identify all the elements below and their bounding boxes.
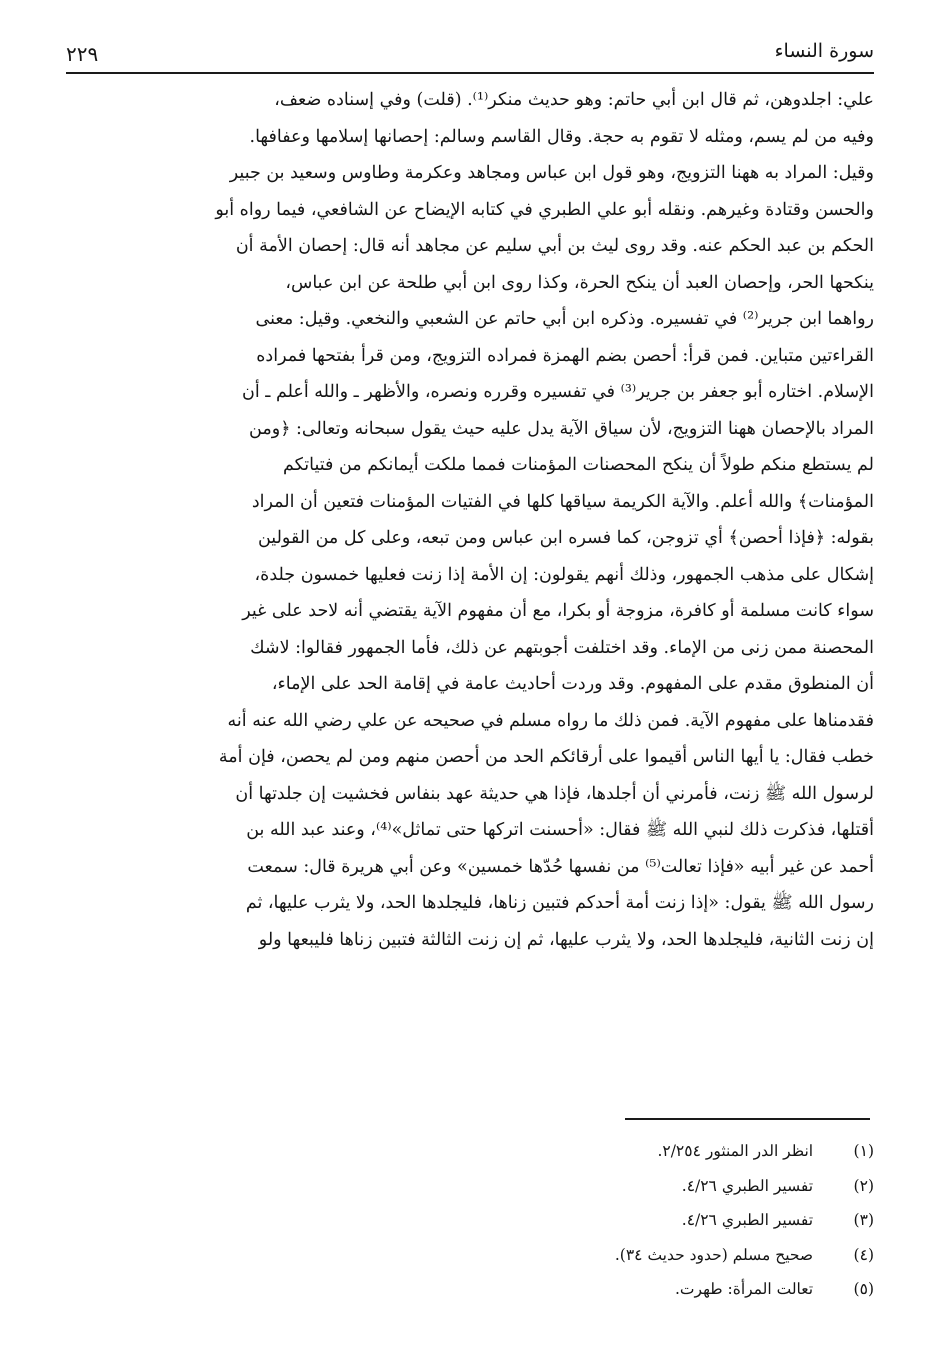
footnote-text: تفسير الطبري ٤/٢٦. — [681, 1176, 814, 1195]
footnote-text: تعالت المرأة: طهرت. — [675, 1280, 814, 1298]
footnote-text: تفسير الطبري ٤/٢٦. — [681, 1211, 814, 1229]
text-line: علي: اجلدوهن، ثم قال ابن أبي حاتم: وهو حديث منكر⁽¹⁾. (قلت) وفي إسناده ضعف، — [274, 90, 874, 110]
text-line: سواء كانت مسلمة أو كافرة، مزوجة أو بكرا، مع أن مفهوم الآية يقتضي أنه لاحد على غير — [242, 601, 874, 621]
text-line: إشكال على مذهب الجمهور، وذلك أنهم يقولون: إن الأمة إذا زنت فعليها خمسون جلدة، — [254, 564, 874, 585]
text-line: الإسلام. اختاره أبو جعفر بن جرير⁽³⁾ في تفسيره وقرره ونصره، والأظهر ـ والله أعلم ـ أن — [242, 382, 874, 402]
text-line: خطب فقال: يا أيها الناس أقيموا على أرقائكم الحد من أحصن منهم ومن لم يحصن، فإن أمة — [218, 747, 874, 767]
text-line: رواهما ابن جرير⁽²⁾ في تفسيره. وذكره ابن أبي حاتم عن الشعبي والنخعي. وقيل: معنى — [255, 309, 874, 329]
text-line: وقيل: المراد به ههنا التزويج، وهو قول ابن عباس ومجاهد وعكرمة وطاوس وسعيد بن جبير — [229, 163, 874, 183]
text-line: إن زنت الثانية، فليجلدها الحد، ولا يثرب عليها، ثم إن زنت الثالثة فتبين زناها فليبعها ولو — [258, 929, 874, 950]
text-line: المؤمنات﴾ والله أعلم. والآية الكريمة سياقها كلها في الفتيات المؤمنات فتعين أن المراد — [251, 491, 874, 512]
page-number: ٢٢٩ — [66, 42, 99, 66]
text-line: بقوله: ﴿فإذا أحصن﴾ أي تزوجن، كما فسره ابن عباس ومن تبعه، وعلى كل من القولين — [257, 528, 874, 548]
text-line: لم يستطع منكم طولاً أن ينكح المحصنات المؤمنات فمما ملكت أيمانكم من فتياتكم — [282, 455, 874, 475]
text-line: والحسن وقتادة وغيرهم. ونقله أبو علي الطبري في كتابه الإيضاح عن الشافعي، فيما رواه أبو — [215, 199, 874, 220]
running-header — [66, 38, 874, 74]
footnote-number: (٤) — [853, 1245, 874, 1264]
main-text — [70, 82, 874, 958]
text-line: ينكحها الحر، وإحصان العبد أن ينكح الحرة، وكذا روى ابن أبي طلحة عن ابن عباس، — [285, 272, 874, 293]
text-line: فقدمناها على مفهوم الآية. فمن ذلك ما رواه مسلم في صحيحه عن علي رضي الله عنه أنه — [227, 710, 874, 731]
footnote-item — [430, 1134, 874, 1169]
footnote-item — [430, 1238, 874, 1273]
text-line: المراد بالإحصان ههنا التزويج، لأن سياق الآية يدل عليه حيث يقول سبحانه وتعالى: ﴿ومن — [249, 418, 874, 439]
footnote-number: (٢) — [853, 1176, 874, 1195]
footnote-item — [430, 1203, 874, 1238]
footnote-text: انظر الدر المنثور ٢/٢٥٤. — [657, 1142, 814, 1160]
text-line: أن المنطوق مقدم على المفهوم. وقد وردت أحاديث عامة في إقامة الحد على الإماء، — [271, 674, 874, 694]
footnotes — [430, 1134, 874, 1307]
footnote-item — [430, 1169, 874, 1204]
footnote-item — [430, 1272, 874, 1307]
footnote-number: (٣) — [853, 1211, 874, 1229]
text-line: الحكم بن عبد الحكم عنه. وقد روى ليث بن أبي سليم عن مجاهد أنه قال: إحصان الأمة أن — [235, 236, 874, 256]
footnote-separator — [625, 1118, 870, 1120]
text-line: أقتلها، فذكرت ذلك لنبي الله ﷺ فقال: «أحسنت اتركها حتى تماثل»⁽⁴⁾، وعند عبد الله بن — [246, 820, 874, 840]
text-line: لرسول الله ﷺ زنت، فأمرني أن أجلدها، فإذا هي حديثة عهد بنفاس فخشيت إن جلدتها أن — [235, 783, 874, 804]
text-line: أحمد عن غير أبيه «فإذا تعالت⁽⁵⁾ من نفسها حُدّها خمسين» وعن أبي هريرة قال: سمعت — [247, 856, 874, 877]
text-line: رسول الله ﷺ يقول: «إذا زنت أمة أحدكم فتبين زناها، فليجلدها الحد، ولا يثرب عليها، ثم — [245, 893, 874, 913]
surah-title: سورة النساء — [774, 40, 874, 62]
text-line: وفيه من لم يسم، ومثله لا تقوم به حجة. وقال القاسم وسالم: إحصانها إسلامها وعفافها. — [249, 126, 874, 147]
text-line: القراءتين متباين. فمن قرأ: أحصن بضم الهمزة فمراده التزويج، ومن قرأ بفتحها فمراده — [256, 345, 874, 366]
footnote-number: (٥) — [853, 1280, 874, 1298]
footnote-text: صحيح مسلم (حدود حديث ٣٤). — [614, 1245, 814, 1264]
text-line: المحصنة ممن زنى من الإماء. وقد اختلفت أجوبتهم عن ذلك، فأما الجمهور فقالوا: لاشك — [250, 637, 874, 658]
footnote-number: (١) — [853, 1142, 874, 1160]
